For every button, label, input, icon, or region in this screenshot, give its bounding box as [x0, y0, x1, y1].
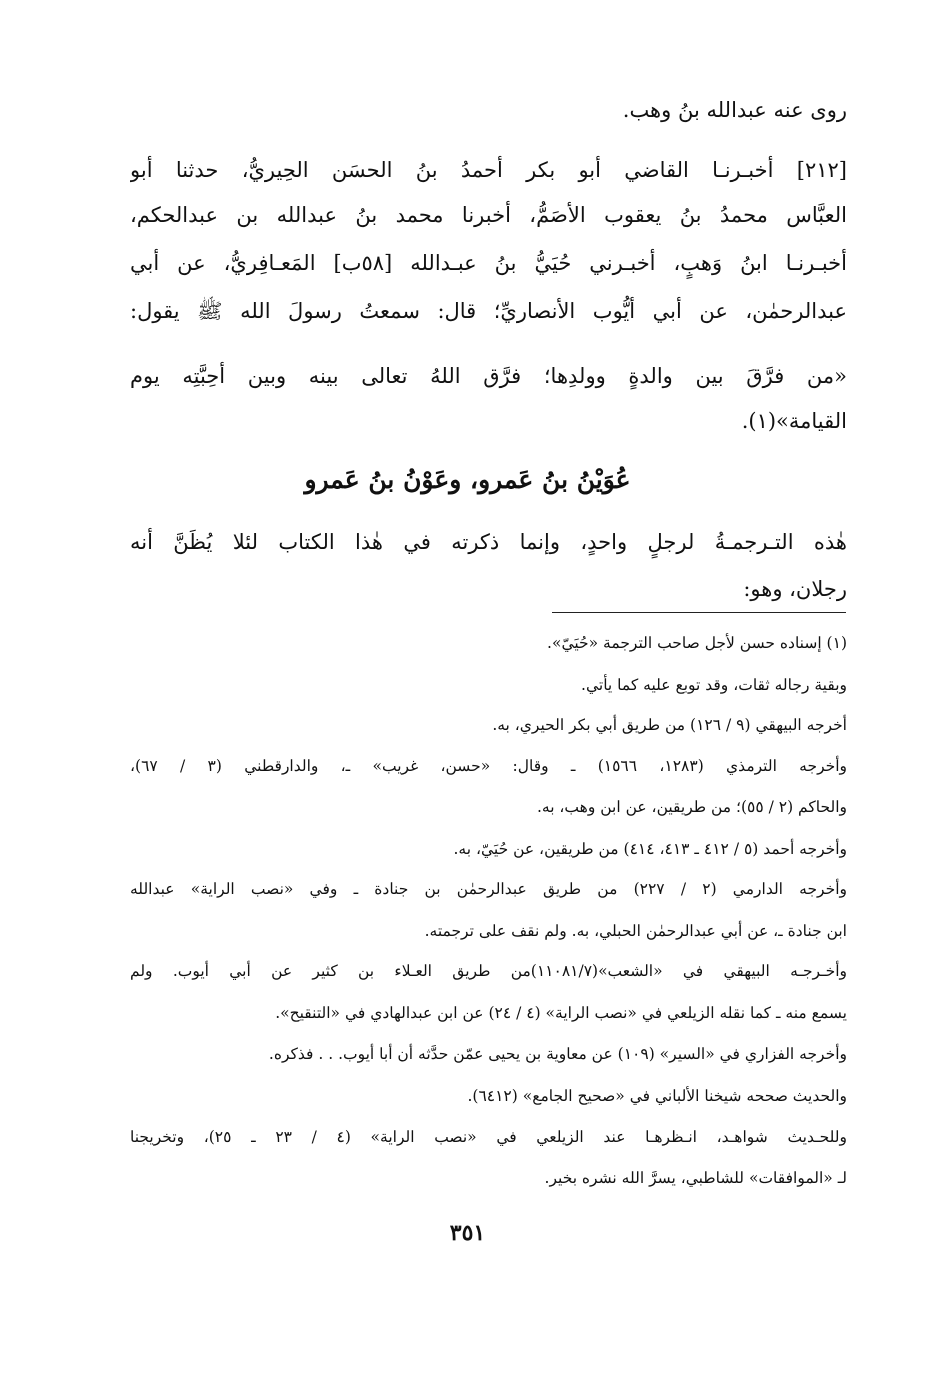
footnote-line: لـ «الموافقات» للشاطبي، يسرَّ الله نشره بخير. — [544, 1169, 847, 1187]
footnote-line: وأخرجه الدارمي (٢ / ٢٢٧) من طريق عبدالرحمٰن بن جنادة ـ وفي «نصب الراية» عبدالله — [130, 880, 847, 898]
footnote-line: وأخرجه الترمذي (١٢٨٣، ١٥٦٦) ـ وقال: «حسن، غريب» ـ، والدارقطني (٣ / ٦٧)، — [130, 757, 847, 775]
main-text-line: [٢١٢] أخبـرنـا القاضي أبو بكر أحمدُ بنُ الحسَن الحِيريُّ، حدثنا أبو — [130, 158, 847, 182]
footnote-line: وأخرجه أحمد (٥ / ٤١٢ ـ ٤١٣، ٤١٤) من طريقين، عن حُيَيّ، به. — [453, 840, 847, 858]
footnote-line: وللحـديث شواهـد، انـظرهـا عند الزيلعي في «نصب الراية» (٤ / ٢٣ ـ ٢٥)، وتخريجنا — [130, 1128, 847, 1146]
footnote-line: (١) إسناده حسن لأجل صاحب الترجمة «حُيَيّ». — [547, 634, 847, 652]
footnote-line: والحديث صححه شيخنا الألباني في «صحيح الجامع» (٦٤١٢). — [467, 1087, 847, 1105]
footnote-line: يسمع منه ـ كما نقله الزيلعي في «نصب الراية» (٤ / ٢٤) عن ابن عبدالهادي في «التنقيح». — [275, 1004, 847, 1022]
page-number: ٣٥١ — [449, 1220, 486, 1246]
hadith-text-line: القيامة»(١). — [741, 409, 847, 433]
footnote-line: وأخـرجـه البيهقي في «الشعب»(١١٠٨١/٧)من طريق العـلاء بن كثير عن أبي أيوب. ولم — [130, 962, 847, 980]
footnote-line: ابن جنادة ـ، عن أبي عبدالرحمٰن الحبلي، به. ولم نقف على ترجمته. — [424, 922, 847, 940]
footnote-line: والحاكم (٢ / ٥٥)؛ من طريقين، عن ابن وهب، به. — [536, 798, 847, 816]
section-heading: عُوَيْنُ بنُ عَمرو، وعَوْنُ بنُ عَمرو — [304, 465, 631, 494]
footnote-line: أخرجه البيهقي (٩ / ١٢٦) من طريق أبي بكر الحيري، به. — [492, 716, 847, 734]
footnote-line: وبقية رجاله ثقات، وقد توبع عليه كما يأتي. — [581, 676, 847, 694]
main-text-line: العبَّاس محمدُ بنُ يعقوب الأصَمُّ، أخبرنا محمد بنُ عبدالله بن عبدالحكم، — [130, 203, 847, 227]
main-text-line: رجلان، وهو: — [743, 577, 847, 601]
hadith-text-line: «من فرَّقَ بين والدةٍ وولدِها؛ فرَّق اللهُ تعالى بينه وبين أحِبَّتِه يوم — [130, 364, 847, 388]
main-text-line: روى عنه عبدالله بنُ وهب. — [622, 98, 847, 122]
main-text-line: عبدالرحمٰن، عن أبي أيُّوب الأنصاريِّ؛ قال: سمعتُ رسولَ الله ﷺ يقول: — [130, 299, 847, 323]
footnote-separator — [552, 612, 846, 613]
footnote-line: وأخرجه الفزاري في «السير» (١٠٩) عن معاوية بن يحيى عمّن حدَّثه أن أبا أيوب. . . فذكره. — [268, 1045, 847, 1063]
main-text-line: أخبـرنـا ابنُ وَهبٍ، أخبـرني حُيَيُّ بنُ عبـدالله [٥٨ب] المَعـافِريُّ، عن أبي — [130, 251, 847, 275]
main-text-line: هٰذه التـرجمـةُ لرجلٍ واحدٍ، وإنما ذكرته في هٰذا الكتاب لئلا يُظَنَّ أنه — [130, 530, 847, 554]
